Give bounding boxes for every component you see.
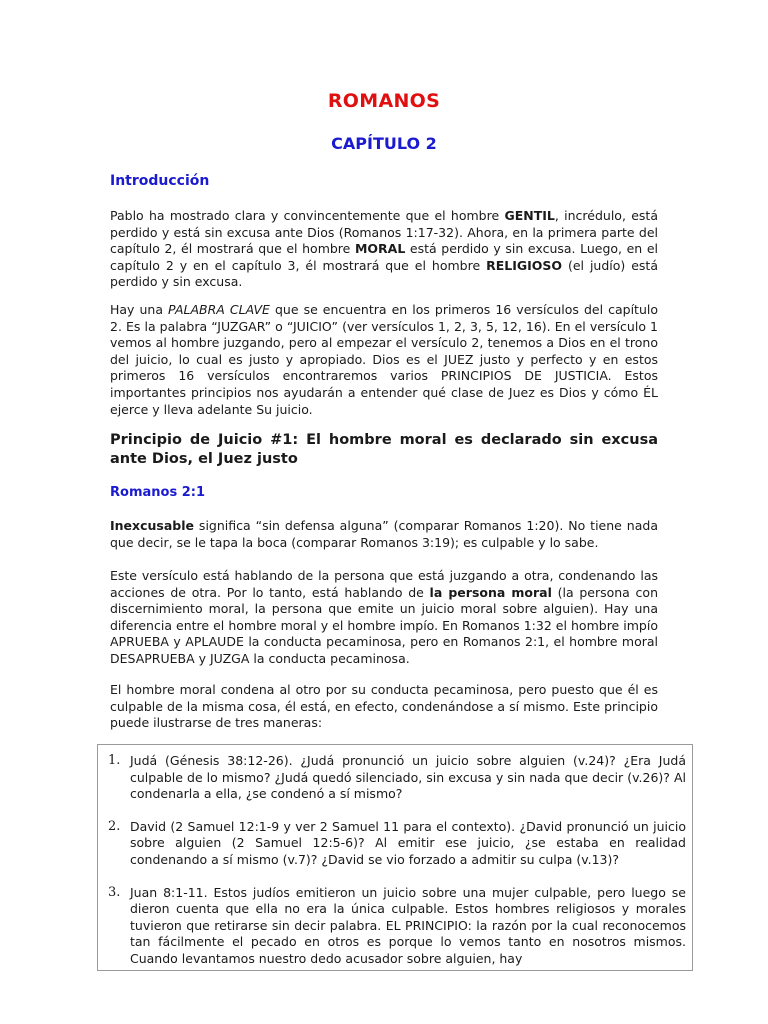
- scripture-reference: Romanos 2:1: [110, 485, 205, 500]
- text-run: (el judío) está perdido y sin excusa.: [110, 257, 658, 290]
- intro-heading: Introducción: [110, 173, 210, 189]
- list-item-text: David (2 Samuel 12:1-9 y ver 2 Samuel 11 para el contexto). ¿David pronunció un juicio sobre alguien (2 Samuel 12:5-6)? Al emitir ese juicio, ¿se estaba en realidad condenando a sí mismo (v.7)? ¿David se vio forzado a admitir su culpa (v.13)?: [130, 818, 686, 867]
- principle-paragraph: El hombre moral condena al otro por su conducta pecaminosa, pero puesto que él es culpable de la misma cosa, él está, en efecto, condenándose a sí mismo. Este principio puede ilustrarse de tres maneras:: [110, 682, 658, 731]
- list-item: [98, 819, 692, 869]
- text-run: Pablo ha mostrado clara y convincentemente que el hombre: [110, 208, 505, 223]
- examples-box: [97, 744, 693, 971]
- text-run: significa “sin defensa alguna” (comparar Romanos 1:20). No tiene nada que decir, se le tapa la boca (comparar Romanos 3:19); es culpable y lo sabe.: [110, 518, 658, 550]
- intro-paragraph-1: [110, 208, 658, 291]
- chapter-heading: CAPÍTULO 2: [331, 134, 437, 153]
- list-number: 1.: [108, 753, 121, 768]
- text-run: (la persona con discernimiento moral, la persona que emite un juicio moral sobre alguien). Hay una diferencia entre el hombre moral y el hombre impío. En Romanos 1:32 el hombre impío APRUEBA y APLAUDE la conducta pecaminosa, pero en Romanos 2:1, el hombre moral DESAPRUEBA y JUZGA la conducta pecaminosa.: [110, 584, 658, 666]
- principle-heading: Principio de Juicio #1: El hombre moral es declarado sin excusa ante Dios, el Juez justo: [110, 432, 658, 467]
- list-number: 2.: [108, 818, 121, 834]
- emphasis-gentil: GENTIL: [504, 208, 555, 223]
- intro-paragraph-2: [110, 302, 658, 418]
- emphasis-persona-moral: la persona moral: [429, 584, 552, 600]
- inexcusable-paragraph: [110, 518, 658, 551]
- text-run: Hay una: [110, 302, 169, 317]
- moral-person-paragraph: [110, 568, 658, 668]
- text-run: , incrédulo, está perdido y está sin excusa ante Dios (Romanos 1:17-32). Ahora, en la primera parte del capítulo 2, él mostrará que el hombre: [110, 208, 658, 257]
- list-item-text: Judá (Génesis 38:12-26). ¿Judá pronunció un juicio sobre alguien (v.24)? ¿Era Judá culpable de lo mismo? ¿Judá quedó silenciado, sin excusa y sin nada que decir (v.26)? Al condenarla a ella, ¿se condenó a sí mismo?: [130, 753, 686, 802]
- emphasis-moral: MORAL: [354, 241, 406, 257]
- list-number: 3.: [108, 884, 121, 900]
- document-title: ROMANOS: [327, 90, 441, 112]
- text-run: Este versículo está hablando de la persona que está juzgando a otra, condenando las acciones de otra. Por lo tanto, está hablando de: [110, 568, 658, 600]
- emphasis-religioso: RELIGIOSO: [486, 257, 563, 273]
- list-item: [98, 885, 692, 968]
- list-item-text: Juan 8:1-11. Estos judíos emitieron un juicio sobre una mujer culpable, pero luego se dieron cuenta que ella no era la única culpable. Estos hombres religiosos y morales tuvieron que retirarse sin decir palabra. EL PRINCIPIO: la razón por la cual reconocemos tan fácilmente el pecado en otros es porque lo vemos tanto en nosotros mismos. Cuando levantamos nuestro dedo acusador sobre alguien, hay: [130, 884, 686, 966]
- emphasis-inexcusable: Inexcusable: [110, 518, 194, 533]
- text-run: está perdido y sin excusa. Luego, en el capítulo 2 y en el capítulo 3, él mostrará que el hombre: [110, 241, 658, 273]
- emphasis-palabra-clave: PALABRA CLAVE: [168, 302, 270, 317]
- text-run: que se encuentra en los primeros 16 versículos del capítulo 2. Es la palabra “JUZGAR” o “JUICIO” (ver versículos 1, 2, 3, 5, 12, 16). En el versículo 1 vemos al hombre juzgando, pero al empezar el versículo 2, tenemos a Dios en el trono del juicio, lo cual es justo y apropiado. Dios es el JUEZ justo y perfecto y en estos primeros 16 versículos encontraremos varios PRINCIPIOS DE JUSTICIA. Estos importantes principios nos ayudarán a entender qué clase de Juez es Dios y cómo ÉL ejerce y lleva adelante Su juicio.: [110, 302, 658, 417]
- examples-list: [98, 753, 692, 968]
- list-item: [98, 753, 692, 803]
